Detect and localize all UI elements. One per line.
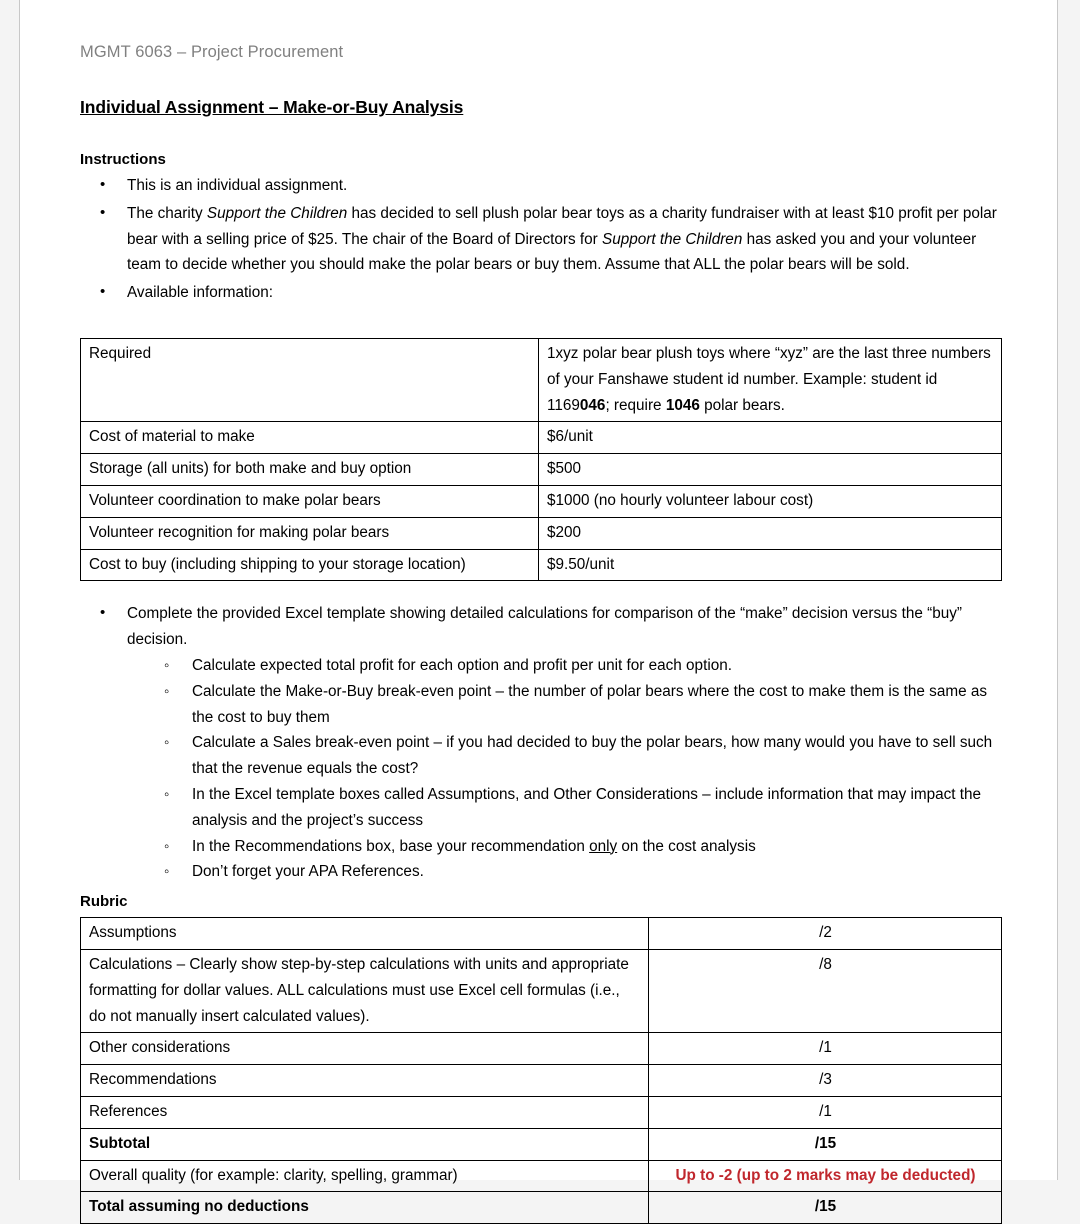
rubric-criterion-0: Assumptions — [81, 918, 649, 950]
rubric-table — [80, 917, 1002, 1224]
complete-template-text: Complete the provided Excel template showing detailed calculations for comparison of the “make” decision versus the “buy” decision. — [127, 605, 962, 649]
rubric-criterion-1: Calculations – Clearly show step-by-step calculations with units and appropriate formatting for dollar values. ALL calculations must use Excel cell formulas (i.e., do not manually insert calculated values). — [81, 949, 649, 1032]
table-row — [81, 422, 1002, 454]
info-label-4: Volunteer recognition for making polar bears — [81, 517, 539, 549]
course-header: MGMT 6063 – Project Procurement — [80, 43, 344, 61]
list-item — [80, 679, 1001, 731]
info-value-0 — [539, 338, 1002, 421]
rubric-criterion-3: Recommendations — [81, 1065, 649, 1097]
table-row — [81, 1128, 1002, 1160]
table-row — [81, 1160, 1002, 1192]
table-row — [81, 949, 1002, 1032]
rubric-heading: Rubric — [80, 893, 128, 911]
list-item — [80, 201, 1001, 278]
charity-name-2: Support the Children — [602, 230, 743, 248]
document-content — [80, 0, 1001, 1224]
table-row — [81, 517, 1002, 549]
info-label-1: Cost of material to make — [81, 422, 539, 454]
charity-text-c: has asked you and your volunteer team to decide whether you should make the polar bears or buy them. Assume that ALL the polar bears will be sold. — [127, 230, 977, 274]
required-text-c: polar bears. — [699, 396, 785, 414]
table-row — [81, 338, 1002, 421]
instructions-list — [80, 173, 1001, 306]
required-text-b: ; require — [605, 396, 666, 414]
list-item — [80, 782, 1001, 834]
available-information-table — [80, 338, 1002, 581]
table-row — [81, 1096, 1002, 1128]
document-page — [19, 0, 1058, 1216]
rubric-criterion-7: Total assuming no deductions — [81, 1192, 649, 1224]
list-item — [80, 173, 1001, 199]
rubric-criterion-4: References — [81, 1096, 649, 1128]
info-value-3: $1000 (no hourly volunteer labour cost) — [539, 485, 1002, 517]
info-value-1: $6/unit — [539, 422, 1002, 454]
rubric-marks-5: /15 — [649, 1128, 1002, 1160]
rubric-criterion-2: Other considerations — [81, 1033, 649, 1065]
list-item — [80, 601, 1001, 653]
table-row — [81, 1192, 1002, 1224]
info-value-5: $9.50/unit — [539, 549, 1002, 581]
recommendation-text-a: In the Recommendations box, base your recommendation — [192, 837, 590, 855]
recommendation-emphasis: only — [589, 837, 618, 855]
rubric-marks-4: /1 — [649, 1096, 1002, 1128]
required-text-a: 1xyz polar bear plush toys where “xyz” are the last three numbers of your Fanshawe student id number. Example: student id 1169 — [547, 344, 991, 414]
deliverables-sublist — [80, 653, 1001, 885]
info-label-0: Required — [81, 338, 539, 421]
info-label-5: Cost to buy (including shipping to your storage location) — [81, 549, 539, 581]
sub-item-4 — [192, 838, 756, 855]
table-row — [81, 454, 1002, 486]
required-bold-1: 046 — [579, 396, 606, 414]
required-bold-2: 1046 — [665, 396, 700, 414]
deliverables-list — [80, 601, 1001, 653]
sub-item-1: Calculate the Make-or-Buy break-even point – the number of polar bears where the cost to make them is the same as the cost to buy them — [192, 682, 987, 726]
table-row — [81, 1065, 1002, 1097]
sub-item-5: Don’t forget your APA References. — [192, 863, 424, 881]
list-item — [80, 280, 1001, 306]
rubric-marks-7: /15 — [649, 1192, 1002, 1224]
sub-item-3: In the Excel template boxes called Assumptions, and Other Considerations – include information that may impact the analysis and the project’s success — [192, 785, 982, 829]
rubric-marks-6: Up to -2 (up to 2 marks may be deducted) — [649, 1160, 1002, 1192]
table-row — [81, 549, 1002, 581]
rubric-marks-0: /2 — [649, 918, 1002, 950]
sub-item-2: Calculate a Sales break-even point – if you had decided to buy the polar bears, how many would you have to sell such that the revenue equals the cost? — [192, 734, 993, 778]
instructions-heading: Instructions — [80, 151, 166, 168]
list-item — [80, 834, 1001, 860]
charity-text-b: has decided to sell plush polar bear toys as a charity fundraiser with at least $10 profit per polar bear with a selling price of $25. The chair of the Board of Directors for — [127, 204, 997, 248]
info-label-2: Storage (all units) for both make and buy option — [81, 454, 539, 486]
table-row — [81, 485, 1002, 517]
sub-item-0: Calculate expected total profit for each option and profit per unit for each option. — [192, 656, 732, 674]
charity-text-a: The charity — [127, 204, 207, 222]
list-item — [80, 730, 1001, 782]
info-value-2: $500 — [539, 454, 1002, 486]
spacer — [80, 581, 1001, 599]
recommendation-text-b: on the cost analysis — [617, 837, 756, 855]
table-row — [81, 918, 1002, 950]
page-title: Individual Assignment – Make-or-Buy Analysis — [80, 97, 464, 117]
rubric-criterion-6: Overall quality (for example: clarity, spelling, grammar) — [81, 1160, 649, 1192]
charity-name-1: Support the Children — [206, 204, 348, 222]
rubric-marks-1: /8 — [649, 949, 1002, 1032]
info-value-4: $200 — [539, 517, 1002, 549]
rubric-marks-3: /3 — [649, 1065, 1002, 1097]
rubric-marks-2: /1 — [649, 1033, 1002, 1065]
info-label-3: Volunteer coordination to make polar bears — [81, 485, 539, 517]
instruction-text-3: Available information: — [127, 284, 273, 302]
instruction-text-2 — [127, 205, 997, 274]
rubric-criterion-5: Subtotal — [81, 1128, 649, 1160]
list-item — [80, 859, 1001, 885]
list-item — [80, 653, 1001, 679]
instruction-text-1: This is an individual assignment. — [127, 177, 348, 194]
table-row — [81, 1033, 1002, 1065]
